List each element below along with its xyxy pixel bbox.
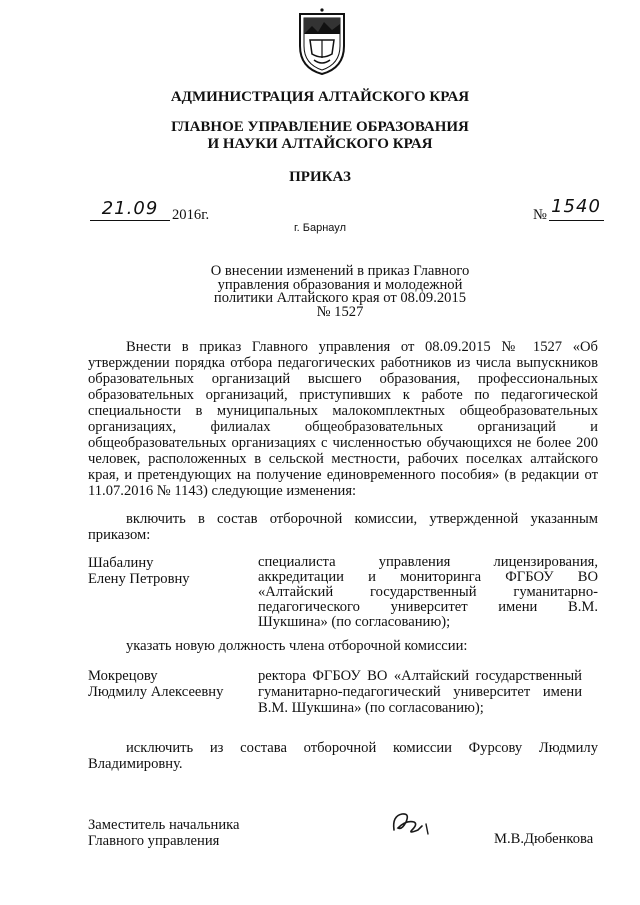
title-line: О внесении изменений в приказ Главного xyxy=(210,263,470,279)
paragraph-line: 11.07.2016 № 1143) следующие изменения: xyxy=(88,483,357,499)
date-underline xyxy=(90,220,170,221)
position-line: В.М. Шукшина» (по согласованию); xyxy=(258,700,484,716)
name-line: Людмилу Алексеевну xyxy=(88,684,224,700)
paragraph-line: образовательных организаций, приступивших к работе по педагогической xyxy=(88,387,598,403)
member-position-mokretsova xyxy=(258,668,582,716)
paragraph-line: специальности в муниципальных малокомплектных общеобразовательных xyxy=(88,403,598,419)
paragraph-include xyxy=(88,511,598,543)
signatory-title-line: Заместитель начальника xyxy=(88,817,240,833)
paragraph-exclude xyxy=(88,740,598,772)
paragraph-line: включить в состав отборочной комиссии, утвержденной указанным xyxy=(126,511,598,527)
position-line: гуманитарно-педагогический университет имени xyxy=(258,684,582,700)
paragraph-amendment xyxy=(88,339,598,499)
signatory-title xyxy=(88,817,240,849)
position-line: аккредитации и мониторинга ФГБОУ ВО xyxy=(258,569,598,585)
paragraph-line: исключить из состава отборочной комиссии Фурсову Людмилу xyxy=(126,740,598,756)
signatory-name: М.В.Дюбенкова xyxy=(494,831,594,847)
paragraph-new-position: указать новую должность члена отборочной комиссии: xyxy=(126,638,468,654)
department-name-line1: ГЛАВНОЕ УПРАВЛЕНИЕ ОБРАЗОВАНИЯ xyxy=(171,119,469,135)
title-line: № 1527 xyxy=(316,303,364,320)
coat-of-arms-emblem xyxy=(296,8,348,76)
number-underline xyxy=(549,220,604,221)
date-year: 2016г. xyxy=(172,207,210,223)
name-line: Елену Петровну xyxy=(88,571,190,587)
position-line: «Алтайский государственный гуманитарно- xyxy=(258,584,598,600)
signatory-title-line: Главного управления xyxy=(88,833,220,849)
paragraph-line: образовательных организаций высшего образования, профессиональных xyxy=(88,371,598,387)
paragraph-line: общеобразовательных организациях с численностью обучающихся не более 200 xyxy=(88,435,598,451)
city: г. Барнаул xyxy=(294,222,346,234)
paragraph-line: утверждении порядка отбора педагогических работников из числа выпускников xyxy=(88,355,598,371)
position-line: Шукшина» (по согласованию); xyxy=(258,614,451,630)
department-name-line2: И НАУКИ АЛТАЙСКОГО КРАЯ xyxy=(207,136,433,152)
paragraph-line: Владимировну. xyxy=(88,756,183,772)
number-label: № xyxy=(533,207,547,223)
paragraph-line: организациях, филиалах общеобразовательных организаций и xyxy=(88,419,598,435)
document-title xyxy=(190,265,490,319)
document-type: ПРИКАЗ xyxy=(289,169,351,185)
handwritten-number: 1540 xyxy=(551,196,601,217)
paragraph-line: края, и претендующих на получение единовременного пособия» (в редакции от xyxy=(88,467,598,483)
title-line: управления образования и молодежной xyxy=(217,276,463,293)
member-name-shabalina xyxy=(88,555,248,587)
position-line: специалиста управления лицензирования, xyxy=(258,554,598,570)
title-line: политики Алтайского края от 08.09.2015 xyxy=(213,290,467,306)
paragraph-line: человек, расположенных в сельской местности, рабочих поселках алтайского xyxy=(88,451,598,467)
member-name-mokretsova xyxy=(88,668,253,700)
handwritten-signature xyxy=(388,808,436,840)
position-line: ректора ФГБОУ ВО «Алтайский государственный xyxy=(258,668,582,684)
organization-name: АДМИНИСТРАЦИЯ АЛТАЙСКОГО КРАЯ xyxy=(170,89,470,105)
name-line: Мокрецову xyxy=(88,668,158,684)
handwritten-date: 21.09 xyxy=(101,198,159,219)
member-position-shabalina xyxy=(258,555,598,630)
position-line: педагогического университет имени В.М. xyxy=(258,599,598,615)
paragraph-line: Внести в приказ Главного управления от 08.09.2015 № 1527 «Об xyxy=(126,339,598,355)
name-line: Шабалину xyxy=(88,555,154,571)
paragraph-line: приказом: xyxy=(88,527,151,543)
